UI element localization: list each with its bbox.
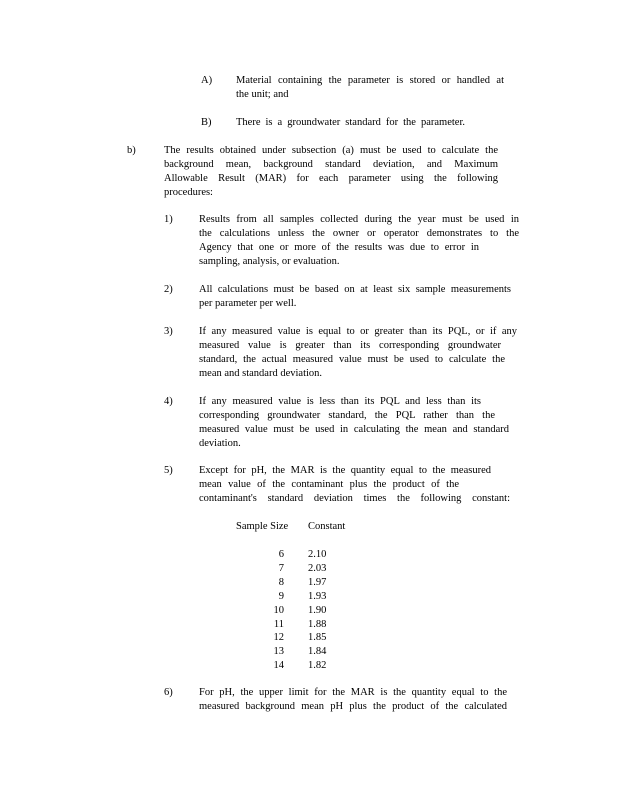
item-line: standard, the actual measured value must be used to calculate the [199,354,505,365]
table-header-sample-size: Sample Size [236,521,289,532]
table-cell-sample-size: 13 [273,646,284,657]
procedure-label-6: 6) [164,687,173,698]
subsection-label-b: b) [127,145,136,156]
item-line: deviation. [199,438,241,449]
table-cell-constant: 2.03 [308,563,327,574]
item-line: Allowable Result (MAR) for each parameter using the following [164,173,498,184]
item-line: Results from all samples collected during the year must be used in [199,214,519,225]
subsection-text-b [164,144,498,200]
table-cell-constant: 1.93 [308,591,327,602]
table-cell-constant: 1.90 [308,605,327,616]
item-label-b: B) [201,117,212,128]
table-cell-sample-size: 11 [273,619,284,630]
item-line: All calculations must be based on at least six sample measurements [199,284,511,295]
item-line: mean and standard deviation. [199,368,323,379]
item-text-a [236,74,504,102]
procedure-text-6 [199,686,507,714]
table-cell-constant: 1.82 [308,660,327,671]
table-cell-sample-size: 8 [278,577,284,588]
item-line: the unit; and [236,89,289,100]
table-header-constant: Constant [308,521,346,532]
item-line: per parameter per well. [199,298,297,309]
table-cell-constant: 1.84 [308,646,327,657]
procedure-label-3: 3) [164,326,173,337]
item-line: the calculations unless the owner or operator demonstrates to the [199,228,519,239]
item-line: measured value is greater than its corresponding groundwater [199,340,501,351]
item-line: If any measured value is equal to or greater than its PQL, or if any [199,326,517,337]
item-line: The results obtained under subsection (a) must be used to calculate the [164,145,498,156]
procedure-text-3 [199,325,517,381]
table-cell-sample-size: 9 [278,591,284,602]
table-cell-sample-size: 7 [278,563,284,574]
item-line: If any measured value is less than its PQL and less than its [199,396,481,407]
item-line: background mean, background standard deviation, and Maximum [164,159,498,170]
procedure-text-2 [199,283,511,311]
item-line: sampling, analysis, or evaluation. [199,256,340,267]
item-line: For pH, the upper limit for the MAR is the quantity equal to the [199,687,507,698]
table-cell-constant: 1.88 [308,619,327,630]
item-line: corresponding groundwater standard, the PQL rather than the [199,410,495,421]
item-line: measured background mean pH plus the product of the calculated [199,701,507,712]
table-cell-sample-size: 6 [278,549,284,560]
item-line: Material containing the parameter is stored or handled at [236,75,504,86]
table-cell-constant: 2.10 [308,549,327,560]
table-cell-constant: 1.85 [308,632,327,643]
item-text-b [236,116,465,130]
procedure-text-4 [199,395,509,451]
procedure-label-2: 2) [164,284,173,295]
item-label-a: A) [201,75,213,86]
item-line: mean value of the contaminant plus the product of the [199,479,459,490]
table-cell-sample-size: 14 [273,660,284,671]
table-cell-constant: 1.97 [308,577,327,588]
item-line: Except for pH, the MAR is the quantity equal to the measured [199,465,491,476]
procedure-text-5 [199,464,510,506]
item-line: measured value must be used in calculating the mean and standard [199,424,509,435]
item-line: There is a groundwater standard for the parameter. [236,117,465,128]
procedure-label-5: 5) [164,465,173,476]
item-line: contaminant's standard deviation times the following constant: [199,493,510,504]
item-line: procedures: [164,187,213,198]
procedure-label-1: 1) [164,214,173,225]
procedure-label-4: 4) [164,396,173,407]
item-line: Agency that one or more of the results was due to error in [199,242,479,253]
table-cell-sample-size: 10 [273,605,284,616]
procedure-text-1 [199,213,519,269]
table-cell-sample-size: 12 [273,632,284,643]
